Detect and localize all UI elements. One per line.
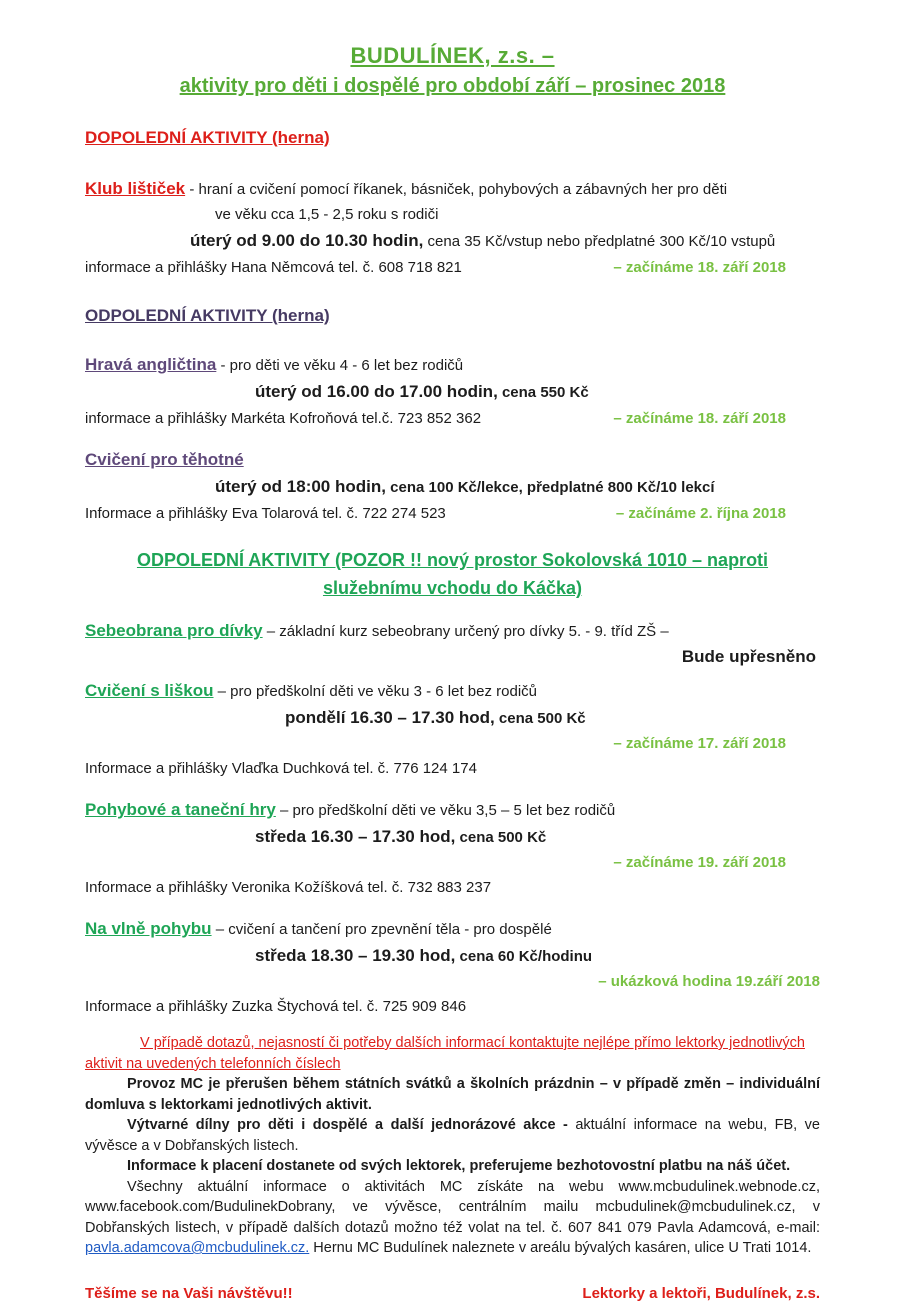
note-workshops (85, 1115, 820, 1156)
activity-contact: Informace a přihlášky Zuzka Štychová tel. č. 725 909 846 (85, 998, 467, 1015)
activity-name: Na vlně pohybu (85, 919, 212, 938)
activity-note: Bude upřesněno (681, 647, 816, 666)
activity-schedule: středa 16.30 – 17.30 hod, (255, 827, 456, 846)
activity-start-date: – začínáme 2. října 2018 (615, 505, 786, 522)
activity-cviceni-s-liskou (85, 678, 820, 781)
activity-name: Sebeobrana pro dívky (85, 621, 263, 640)
activity-contact: informace a přihlášky Hana Němcová tel. č. 608 718 821 (85, 259, 462, 276)
activity-klub-listicek (85, 176, 820, 280)
activity-schedule: pondělí 16.30 – 17.30 hod, (285, 708, 495, 727)
activity-description: - pro děti ve věku 4 - 6 let bez rodičů (220, 357, 464, 374)
activity-name: Cvičení pro těhotné (85, 450, 244, 469)
title-line-1: BUDULÍNEK, z.s. – (350, 43, 555, 68)
activity-sebeobrana (85, 618, 820, 670)
section-heading-afternoon: ODPOLEDNÍ AKTIVITY (herna) (85, 306, 330, 325)
activity-start-date: – začínáme 17. září 2018 (613, 735, 786, 752)
activity-price: cena 100 Kč/lekce, předplatné 800 Kč/10 lekcí (385, 479, 715, 496)
activity-start-date: – začínáme 18. září 2018 (613, 410, 786, 427)
note-holidays: Provoz MC je přerušen během státních svátků a školních prázdnin – v případě změn – individuální domluva s lektorkami jednotlivých aktivit. (85, 1076, 820, 1113)
footer (85, 1285, 820, 1302)
activity-name: Cvičení s liškou (85, 681, 214, 700)
activity-schedule: úterý od 9.00 do 10.30 hodin, (190, 231, 424, 250)
activity-schedule: úterý od 16.00 do 17.00 hodin, (255, 382, 498, 401)
activity-name: Klub lištiček (85, 179, 186, 198)
activity-description: – základní kurz sebeobrany určený pro dívky 5. - 9. tříd ZŠ – (266, 623, 669, 640)
activity-description: - hraní a cvičení pomocí říkanek, básniček, pohybových a zábavných her pro děti (189, 181, 728, 198)
notes-block (85, 1033, 820, 1259)
activity-contact: Informace a přihlášky Eva Tolarová tel. č. 722 274 523 (85, 505, 446, 522)
activity-price: cena 500 Kč (494, 710, 586, 727)
activity-description-2: ve věku cca 1,5 - 2,5 roku s rodiči (215, 206, 439, 223)
activity-price: cena 35 Kč/vstup nebo předplatné 300 Kč/10 vstupů (423, 233, 776, 250)
activity-price: cena 500 Kč (455, 829, 547, 846)
activity-name: Hravá angličtina (85, 355, 217, 374)
note-information-tail: Hernu MC Budulínek naleznete v areálu bývalých kasáren, ulice U Trati 1014. (309, 1240, 812, 1256)
footer-left: Těšíme se na Vaši návštěvu!! (85, 1284, 293, 1302)
section-heading-morning: DOPOLEDNÍ AKTIVITY (herna) (85, 128, 330, 147)
activity-name: Pohybové a taneční hry (85, 800, 276, 819)
activity-start-date: – začínáme 19. září 2018 (613, 854, 786, 871)
note-payment: Informace k placení dostanete od svých lektorek, preferujeme bezhotovostní platbu na náš účet. (127, 1158, 791, 1174)
document-title (85, 40, 820, 102)
note-information (85, 1177, 820, 1259)
activity-price: cena 550 Kč (497, 384, 589, 401)
activity-schedule: středa 18.30 – 19.30 hod, (255, 946, 456, 965)
email-link[interactable]: pavla.adamcova@mcbudulinek.cz. (85, 1240, 310, 1256)
note-workshops-rest: aktuální informace na webu, FB, ve vývěsce a v Dobřanských listech. (85, 1117, 820, 1154)
title-line-2: aktivity pro děti i dospělé pro období září – prosinec 2018 (179, 75, 726, 97)
activity-contact: Informace a přihlášky Vlaďka Duchková tel. č. 776 124 174 (85, 760, 477, 777)
activity-hrava-anglictina (85, 352, 820, 431)
note-contact-lecturers: V případě dotazů, nejasností či potřeby dalších informací kontaktujte nejlépe přímo lektorky jednotlivých aktivit na uvedených telefonních číslech (85, 1035, 805, 1072)
note-workshops-lead: Výtvarné dílny pro děti i dospělé a další jednorázové akce - (127, 1117, 576, 1133)
activity-na-vlne-pohybu (85, 916, 820, 1019)
activity-pohybove-hry (85, 797, 820, 900)
section-heading-new-space: ODPOLEDNÍ AKTIVITY (POZOR !! nový prostor Sokolovská 1010 – naproti služebnímu vchodu do Káčka) (136, 550, 769, 598)
activity-start-date: – ukázková hodina 19.září 2018 (598, 973, 820, 990)
note-information-text: Všechny aktuální informace o aktivitách MC získáte na webu www.mcbudulinek.webnode.cz, www.facebook.com/BudulinekDobrany, ve vývěsce, centrálním mailu mcbudulinek@mcbudulinek.cz, v Dobřanských listech, v případě dalších dotazů možno též volat na tel. č. 607 841 079 Pavla Adamcová, e-mail: (85, 1178, 820, 1236)
activity-description: – cvičení a tančení pro zpevnění těla - pro dospělé (215, 921, 552, 938)
activity-description: – pro předškolní děti ve věku 3 - 6 let bez rodičů (217, 683, 538, 700)
activity-start-date: – začínáme 18. září 2018 (613, 259, 786, 276)
activity-contact: informace a přihlášky Markéta Kofroňová tel.č. 723 852 362 (85, 410, 482, 427)
activity-cviceni-pro-tehotne (85, 447, 820, 526)
activity-price: cena 60 Kč/hodinu (455, 948, 593, 965)
activity-schedule: úterý od 18:00 hodin, (215, 477, 386, 496)
activity-contact: Informace a přihlášky Veronika Kožíšková tel. č. 732 883 237 (85, 879, 492, 896)
activity-description: – pro předškolní děti ve věku 3,5 – 5 let bez rodičů (280, 802, 616, 819)
footer-right: Lektorky a lektoři, Budulínek, z.s. (582, 1284, 820, 1302)
